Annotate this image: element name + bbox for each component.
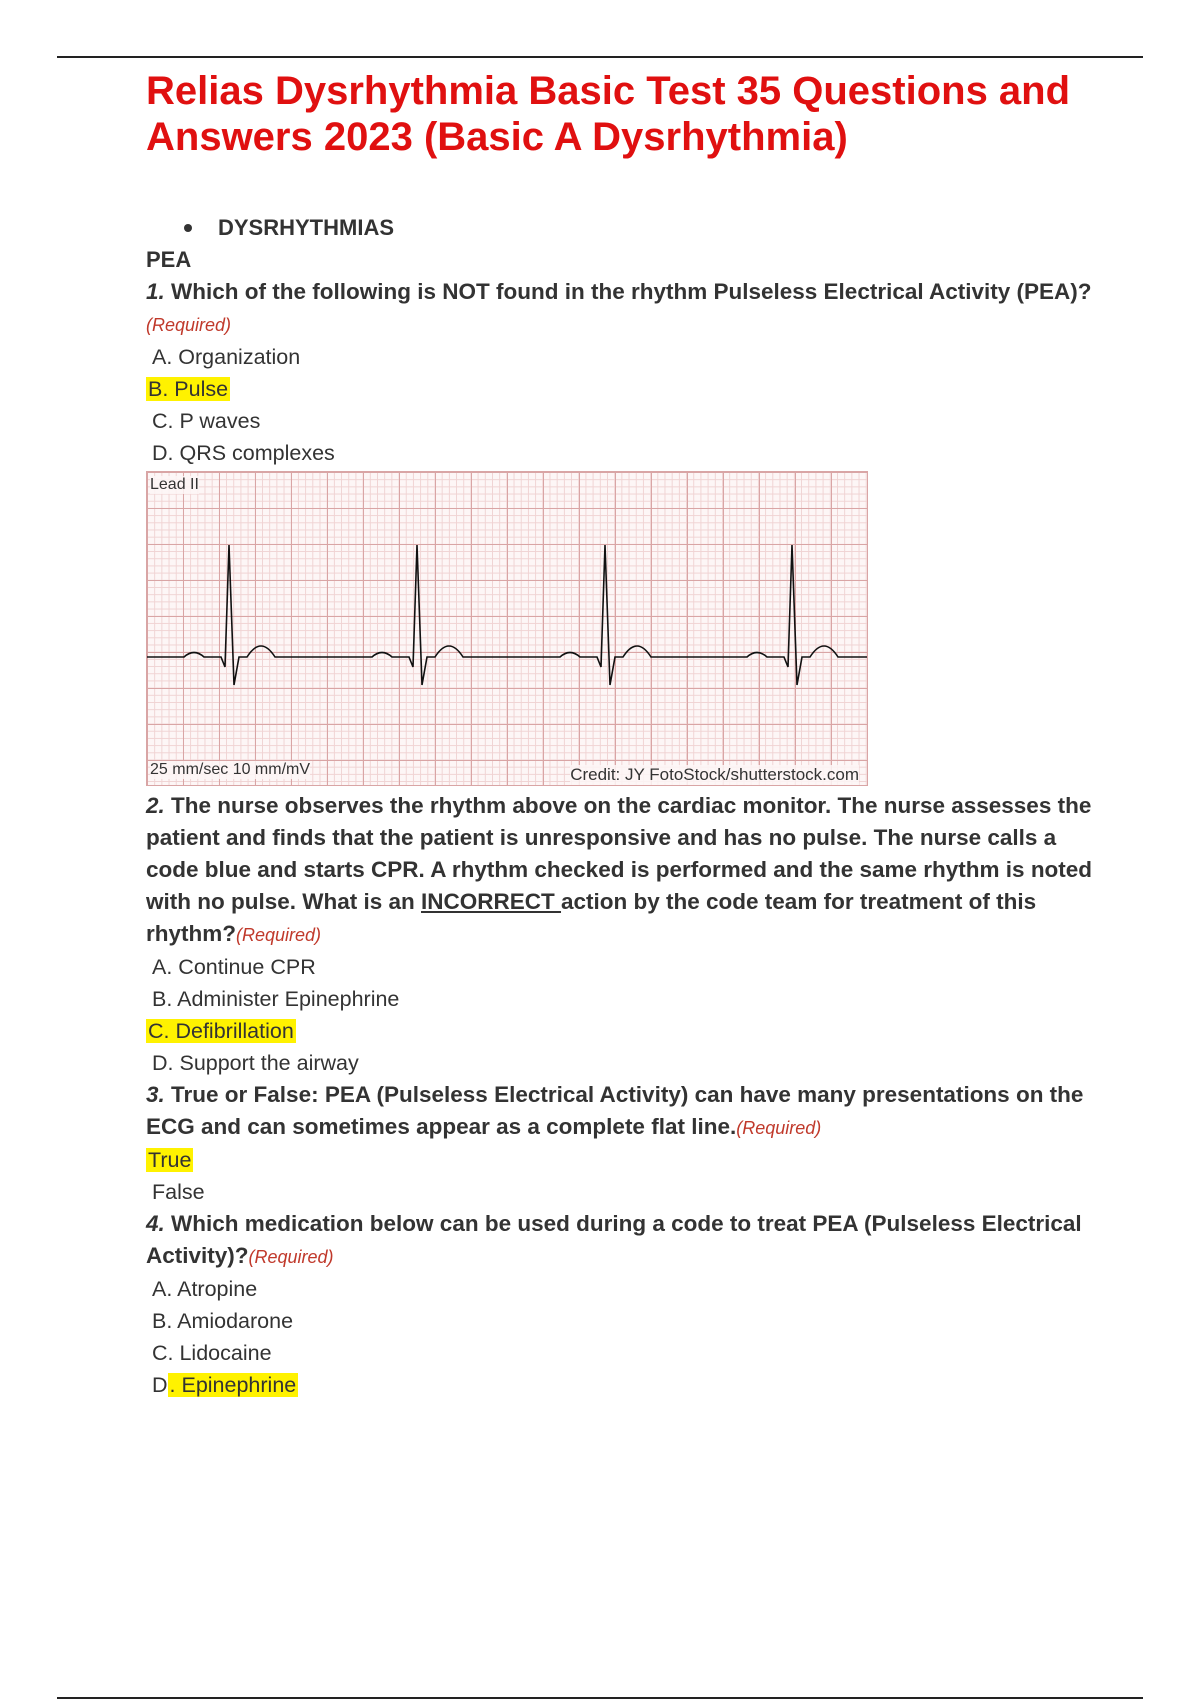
answer-option[interactable]: D. QRS complexes [152,441,335,465]
question-1 [146,276,1106,341]
section-label: DYSRHYTHMIAS [218,215,395,240]
question-number: 3. [146,1082,165,1107]
bullet-icon [184,224,192,232]
highlighted-answer: True [148,1148,192,1172]
question-text: Which medication below can be used during a code to treat PEA (Pulseless Electrical Activity)? [146,1211,1082,1268]
answer-option[interactable]: False [152,1180,205,1204]
subsection-heading: PEA [146,247,192,272]
answer-option-correct[interactable] [146,1144,1106,1176]
question-2 [146,790,1106,951]
answer-option[interactable]: A. Atropine [152,1277,258,1301]
document-body [146,68,1106,1401]
answer-option[interactable]: C. P waves [152,409,261,433]
answer-option[interactable]: C. Lidocaine [152,1341,272,1365]
question-number: 2. [146,793,165,818]
question-3 [146,1079,1106,1144]
highlighted-answer: . Epinephrine [169,1373,297,1397]
required-tag: (Required) [146,315,232,335]
document-title: Relias Dysrhythmia Basic Test 35 Questions and Answers 2023 (Basic A Dysrhythmia) [146,69,1071,159]
question-4 [146,1208,1106,1273]
highlighted-answer: B. Pulse [148,377,229,401]
required-tag: (Required) [736,1118,822,1138]
highlighted-answer: C. Defibrillation [148,1019,294,1043]
section-heading [184,212,1106,244]
ecg-credit: Credit: JY FotoStock/shutterstock.com [570,765,859,784]
answer-option[interactable]: B. Administer Epinephrine [152,987,400,1011]
emphasis-incorrect: INCORRECT [421,889,562,914]
question-text: Which of the following is NOT found in the rhythm Pulseless Electrical Activity (PEA)? [171,279,1092,304]
answer-option[interactable]: B. Amiodarone [152,1309,294,1333]
question-text: The nurse observes the rhythm above on the cardiac monitor. The nurse assesses the patient and finds that the patient is unresponsive and has no pulse. The nurse calls a code blue and starts CPR. A rhythm checked is performed and the same rhythm is noted with no pulse. What is an [146,793,1093,914]
answer-option-correct[interactable] [146,1015,1106,1047]
top-rule [57,56,1143,58]
required-tag: (Required) [248,1247,334,1267]
ecg-lead-label: Lead II [150,476,199,493]
ecg-speed-label: 25 mm/sec 10 mm/mV [150,761,311,778]
answer-option-correct[interactable] [146,373,1106,405]
ecg-waveform [147,472,867,785]
answer-option[interactable]: A. Continue CPR [152,955,316,979]
answer-option-correct[interactable] [146,1369,1106,1401]
bottom-rule [57,1697,1143,1699]
question-number: 4. [146,1211,165,1236]
answer-option[interactable]: A. Organization [152,345,301,369]
question-number: 1. [146,279,165,304]
answer-option[interactable]: D. Support the airway [152,1051,359,1075]
required-tag: (Required) [236,925,322,945]
question-text: True or False: PEA (Pulseless Electrical Activity) can have many presentations on the ECG and can sometimes appear as a complete flat line. [146,1082,1084,1139]
question-text-cont: action by the code team for treatment of this rhythm? [146,889,1037,946]
option-letter: D [152,1373,168,1397]
ecg-strip-image [146,471,868,786]
